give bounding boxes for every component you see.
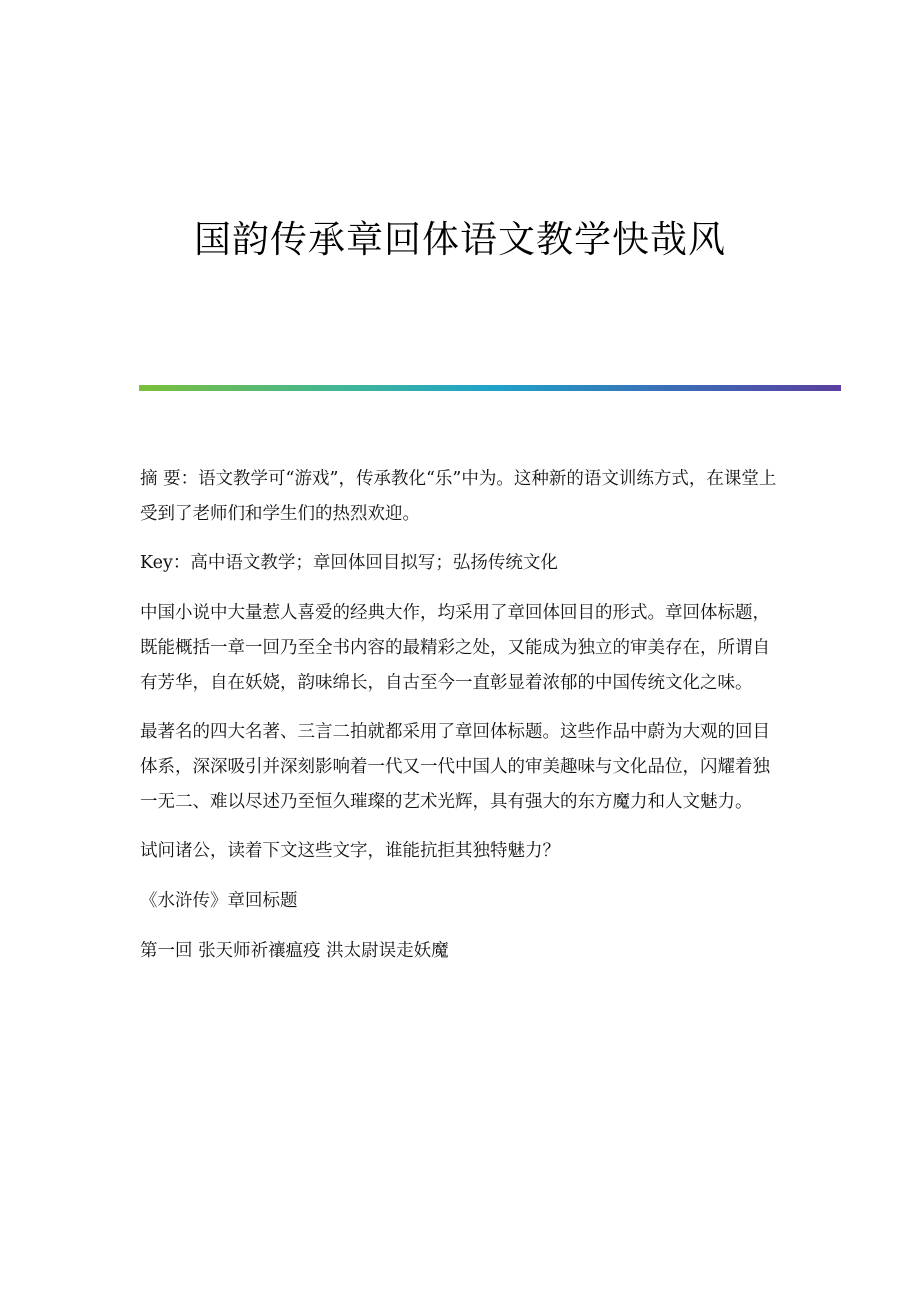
title-divider: [139, 385, 841, 391]
body-paragraph: 最著名的四大名著、三言二拍就都采用了章回体标题。这些作品中蔚为大观的回目体系，深深吸引并深刻影响着一代又一代中国人的审美趣味与文化品位，闪耀着独一无二、难以尽述乃至恒久璀璨的艺术光辉，具有强大的东方魔力和人文魅力。: [140, 722, 770, 812]
document-body: [140, 462, 780, 984]
document-title: 国韵传承章回体语文教学快哉风: [194, 218, 726, 261]
body-paragraph: 试问诸公，读着下文这些文字，谁能抗拒其独特魅力？: [140, 841, 560, 861]
section-heading: 《水浒传》章回标题: [140, 891, 298, 911]
abstract-paragraph: 摘 要：语文教学可“游戏”，传承教化“乐”中为。这种新的语文训练方式，在课堂上受到了老师们和学生们的热烈欢迎。: [140, 469, 777, 524]
chapter-title: 第一回 张天师祈禳瘟疫 洪太尉误走妖魔: [140, 941, 449, 961]
keywords-paragraph: Key：高中语文教学；章回体回目拟写；弘扬传统文化: [140, 553, 558, 573]
body-paragraph: 中国小说中大量惹人喜爱的经典大作，均采用了章回体回目的形式。章回体标题，既能概括一章一回乃至全书内容的最精彩之处，又能成为独立的审美存在，所谓自有芳华，自在妖娆，韵味绵长，自古至今一直彰显着浓郁的中国传统文化之味。: [140, 603, 770, 693]
